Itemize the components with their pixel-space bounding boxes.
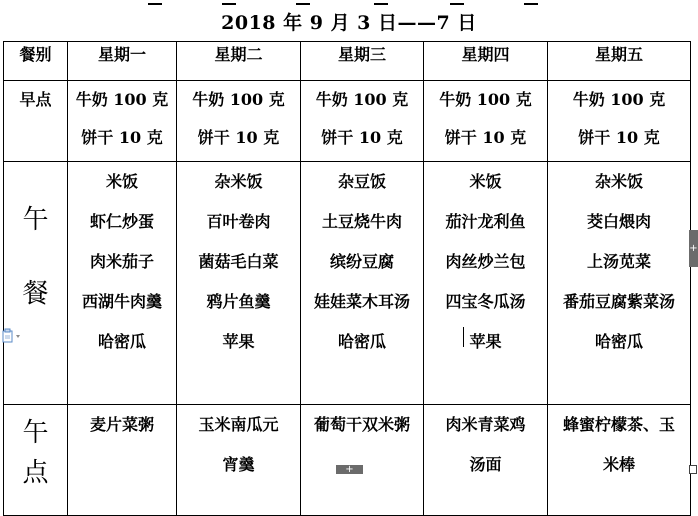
menu-item: 肉米茄子	[89, 252, 154, 271]
breakfast-label-cell[interactable]	[4, 81, 68, 162]
menu-item: 苹果	[222, 332, 255, 351]
breakfast-label: 早点	[19, 90, 52, 109]
lunch-cell[interactable]	[424, 162, 548, 405]
snack-row	[4, 405, 691, 516]
date-range-title: 2018 年 9 月 3 日——7 日	[221, 12, 477, 34]
menu-item: 麦片菜粥	[89, 415, 154, 434]
day-header[interactable]: 星期三	[301, 42, 424, 81]
menu-item: 鸦片鱼羹	[206, 292, 271, 311]
menu-item: 西湖牛肉羹	[81, 292, 162, 311]
menu-item: 虾仁炒蛋	[89, 212, 154, 231]
snack-label-char: 点	[22, 458, 49, 488]
menu-item: 牛奶 100 克	[192, 90, 285, 109]
snack-label-char: 午	[22, 418, 49, 448]
lunch-label-char: 餐	[22, 279, 49, 309]
lunch-cell[interactable]	[548, 162, 691, 405]
menu-item: 杂米饭	[594, 172, 643, 191]
menu-item: 饼干 10 克	[197, 128, 280, 147]
lunch-row	[4, 162, 691, 405]
menu-item: 百叶卷肉	[206, 212, 271, 231]
menu-item: 苹果	[469, 332, 502, 351]
menu-item: 茄汁龙利鱼	[445, 212, 526, 231]
menu-item: 汤面	[469, 455, 502, 474]
menu-item: 葡萄干双米粥	[313, 415, 410, 434]
text-cursor	[463, 327, 464, 347]
day-header[interactable]: 星期四	[424, 42, 548, 81]
menu-item: 饼干 10 克	[578, 128, 660, 147]
menu-item: 菌菇毛白菜	[198, 252, 279, 271]
menu-item: 玉米南瓜元	[198, 415, 279, 434]
menu-item: 蜂蜜柠檬茶、玉	[562, 415, 675, 434]
breakfast-cell[interactable]	[68, 81, 177, 162]
paste-options-icon[interactable]	[2, 328, 24, 344]
day-header[interactable]: 星期二	[177, 42, 301, 81]
lunch-cell[interactable]	[177, 162, 301, 405]
day-header[interactable]: 星期一	[68, 42, 177, 81]
menu-item: 牛奶 100 克	[572, 90, 666, 109]
menu-item: 肉丝炒兰包	[445, 252, 526, 271]
add-row-button[interactable]: +	[336, 465, 363, 474]
menu-item: 娃娃菜木耳汤	[313, 292, 410, 311]
menu-item: 牛奶 100 克	[75, 90, 169, 109]
snack-label-cell[interactable]	[4, 405, 68, 516]
menu-item: 牛奶 100 克	[439, 90, 532, 109]
menu-item: 缤纷豆腐	[329, 252, 394, 271]
menu-item: 番茄豆腐紫菜汤	[562, 292, 675, 311]
corner-header[interactable]: 餐别	[4, 42, 68, 81]
menu-item: 饼干 10 克	[321, 128, 403, 147]
menu-item: 四宝冬瓜汤	[445, 292, 526, 311]
breakfast-cell[interactable]	[548, 81, 691, 162]
resize-handle-icon[interactable]	[689, 465, 697, 474]
breakfast-cell[interactable]	[301, 81, 424, 162]
lunch-label-cell[interactable]	[4, 162, 68, 405]
add-column-button[interactable]: +	[689, 230, 698, 267]
menu-item: 米饭	[469, 172, 502, 191]
menu-item: 饼干 10 克	[444, 128, 527, 147]
menu-item: 杂豆饭	[337, 172, 386, 191]
snack-cell[interactable]	[68, 405, 177, 516]
menu-item: 哈密瓜	[594, 332, 643, 351]
menu-item: 土豆烧牛肉	[321, 212, 402, 231]
menu-item: 饼干 10 克	[81, 128, 163, 147]
menu-item: 哈密瓜	[97, 332, 146, 351]
menu-item: 肉米青菜鸡	[445, 415, 526, 434]
menu-table[interactable]	[3, 41, 691, 516]
menu-item: 茭白煨肉	[586, 212, 651, 231]
breakfast-row	[4, 81, 691, 162]
snack-cell[interactable]	[177, 405, 301, 516]
breakfast-cell[interactable]	[424, 81, 548, 162]
lunch-label-char: 午	[22, 205, 49, 235]
menu-item: 上汤苋菜	[586, 252, 651, 271]
menu-item: 哈密瓜	[337, 332, 386, 351]
menu-item: 米饭	[105, 172, 138, 191]
menu-item: 牛奶 100 克	[315, 90, 409, 109]
header-row	[4, 42, 691, 81]
menu-item: 宵羹	[222, 455, 255, 474]
lunch-cell[interactable]	[301, 162, 424, 405]
snack-cell[interactable]	[301, 405, 424, 516]
title-fragment	[0, 0, 698, 8]
snack-cell[interactable]	[548, 405, 691, 516]
menu-item: 杂米饭	[214, 172, 263, 191]
snack-cell[interactable]	[424, 405, 548, 516]
lunch-cell[interactable]	[68, 162, 177, 405]
breakfast-cell[interactable]	[177, 81, 301, 162]
day-header[interactable]: 星期五	[548, 42, 691, 81]
menu-item: 米棒	[602, 455, 635, 474]
